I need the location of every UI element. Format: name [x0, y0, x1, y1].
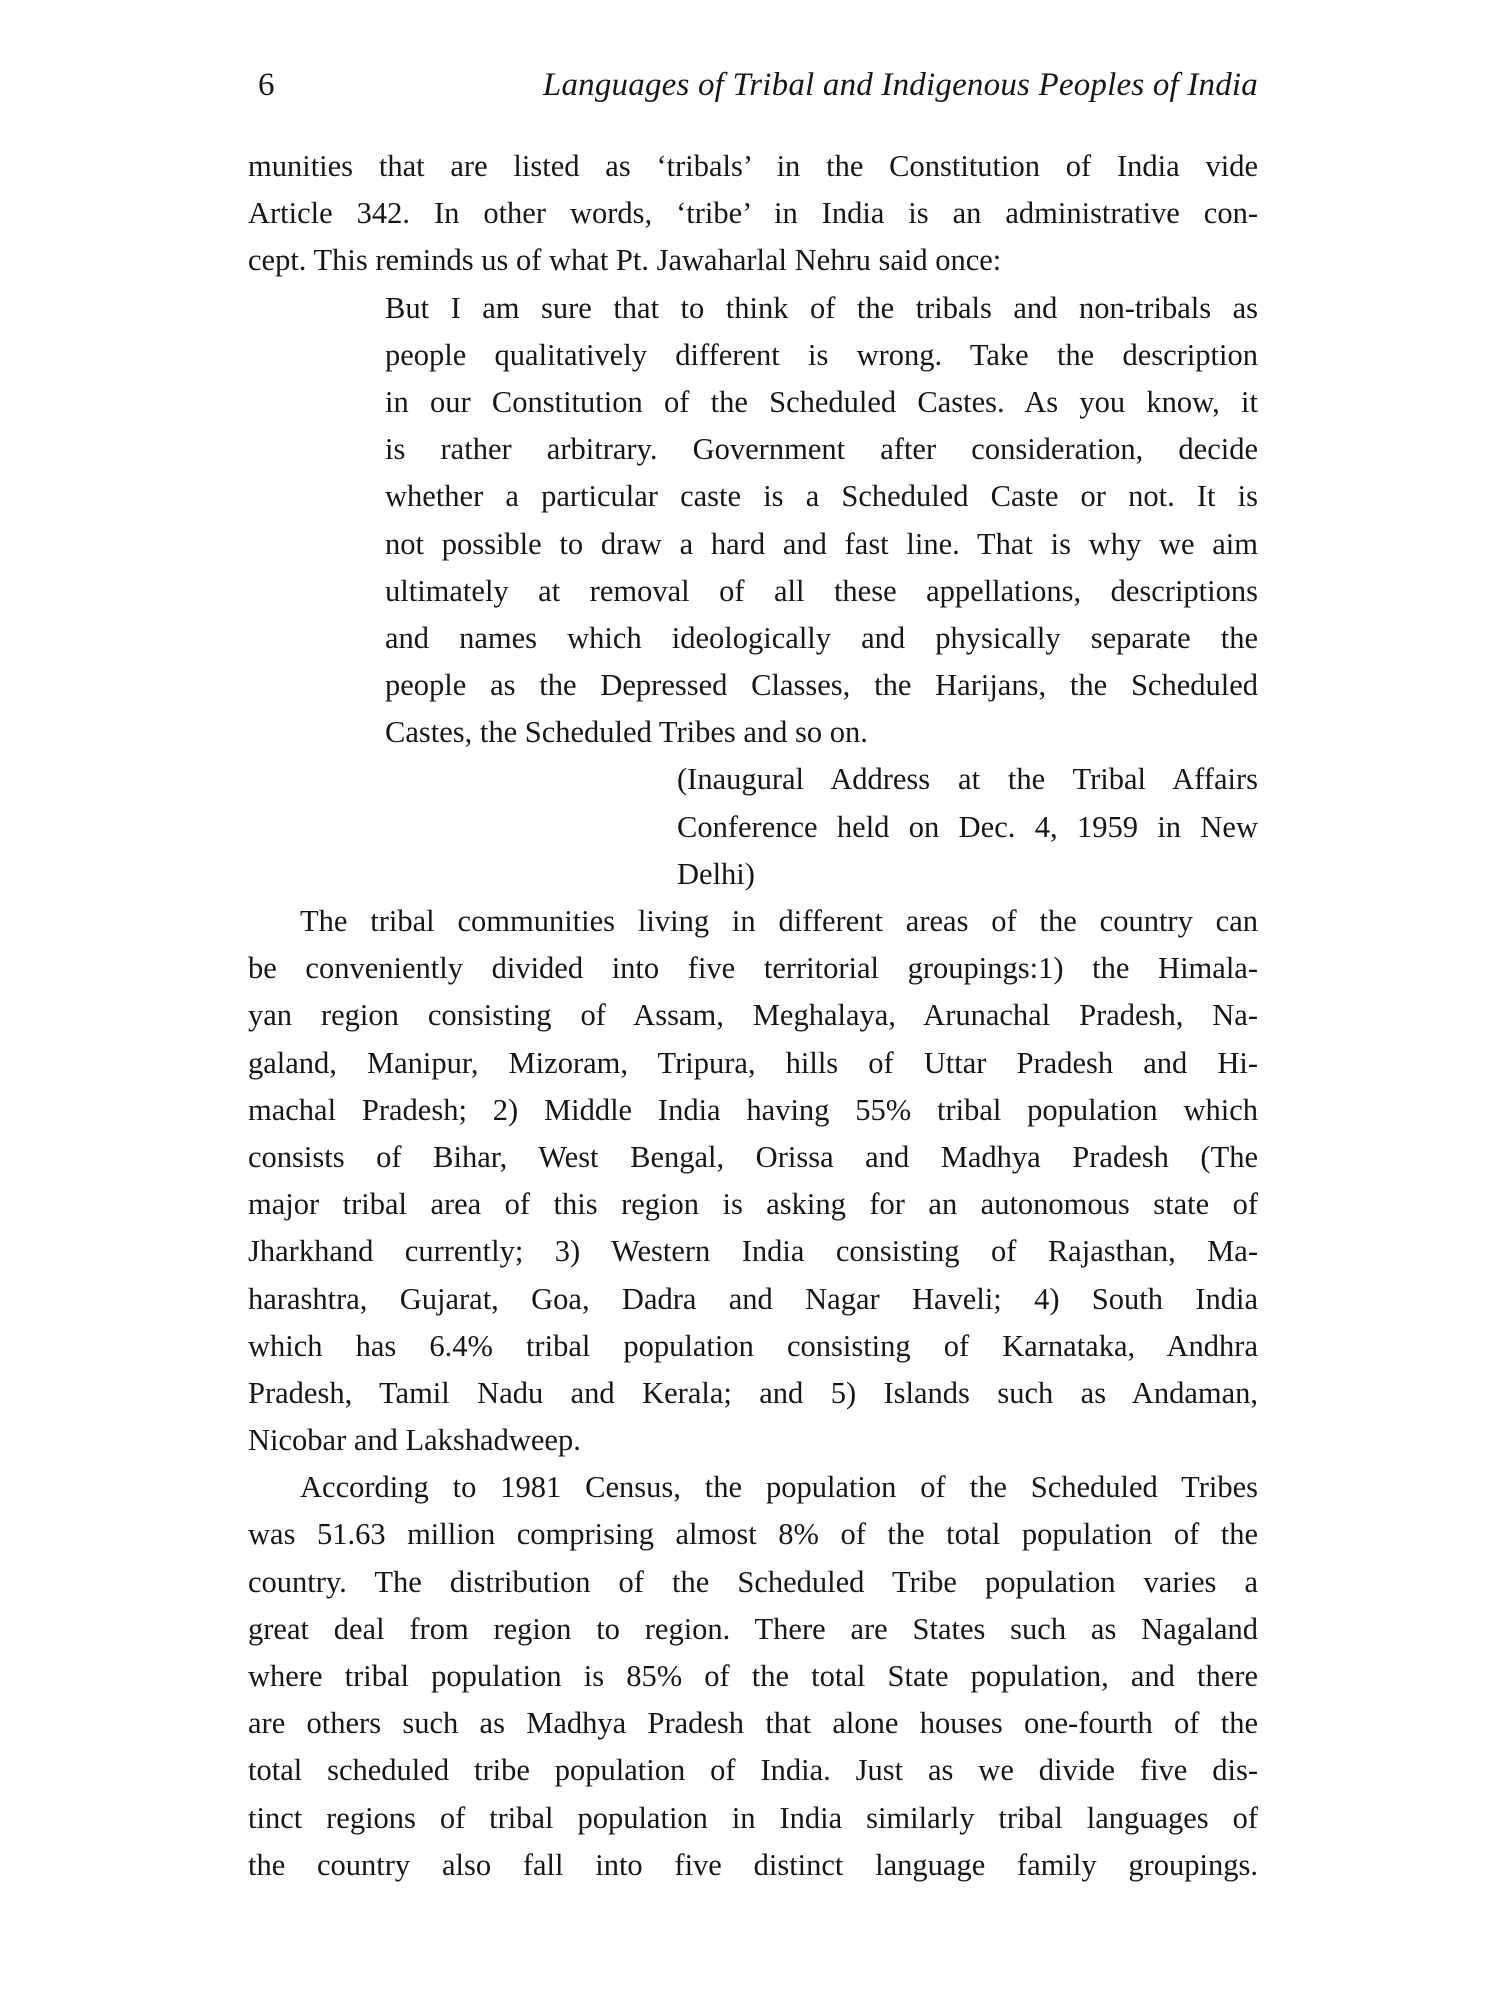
paragraph-census: [248, 1464, 1258, 1889]
page-number: 6: [258, 67, 275, 103]
text-line: The tribal communities living in different areas of the country can: [300, 904, 1258, 938]
quote-line: But I am sure that to think of the tribals and non-tribals as: [385, 290, 1258, 325]
quote-line: ultimately at removal of all these appellations, descriptions: [385, 573, 1258, 608]
running-title: Languages of Tribal and Indigenous Peoples of India: [542, 67, 1258, 103]
text-line: According to 1981 Census, the population of the Scheduled Tribes: [300, 1470, 1258, 1505]
quote-line: and names which ideologically and physically separate the: [385, 620, 1258, 655]
text-line: Jharkhand currently; 3) Western India consisting of Rajasthan, Ma-: [248, 1234, 1258, 1269]
text-line: galand, Manipur, Mizoram, Tripura, hills of Uttar Pradesh and Hi-: [248, 1045, 1258, 1080]
text-line: which has 6.4% tribal population consisting of Karnataka, Andhra: [248, 1328, 1258, 1363]
text-line: major tribal area of this region is asking for an autonomous state of: [248, 1187, 1258, 1222]
body-text: [248, 143, 1258, 1889]
quote-line: people as the Depressed Classes, the Harijans, the Scheduled: [385, 668, 1258, 703]
quote-citation: [677, 756, 1258, 898]
quote-line: whether a particular caste is a Scheduled Caste or not. It is: [385, 479, 1258, 514]
quote-line: is rather arbitrary. Government after consideration, decide: [385, 432, 1258, 467]
text-line: Nicobar and Lakshadweep.: [248, 1423, 581, 1458]
quote-line: not possible to draw a hard and fast line. That is why we aim: [385, 526, 1258, 561]
text-line: Article 342. In other words, ‘tribe’ in India is an administrative con-: [248, 196, 1258, 231]
text-line: where tribal population is 85% of the total State population, and there: [248, 1659, 1258, 1693]
text-line: total scheduled tribe population of India. Just as we divide five dis-: [248, 1753, 1258, 1788]
text-line: country. The distribution of the Scheduled Tribe population varies a: [248, 1564, 1258, 1599]
paragraph-regions: [248, 898, 1258, 1464]
citation-line: Delhi): [677, 856, 755, 891]
text-line: great deal from region to region. There are States such as Nagaland: [248, 1611, 1258, 1646]
text-line: munities that are listed as ‘tribals’ in the Constitution of India vide: [248, 149, 1258, 183]
running-head: [258, 60, 1258, 110]
text-line: be conveniently divided into five territorial groupings:1) the Himala-: [248, 951, 1258, 986]
citation-line: Conference held on Dec. 4, 1959 in New: [677, 809, 1258, 844]
citation-line: (Inaugural Address at the Tribal Affairs: [677, 762, 1258, 797]
text-line: yan region consisting of Assam, Meghalaya, Arunachal Pradesh, Na-: [248, 998, 1258, 1033]
text-line: was 51.63 million comprising almost 8% of the total population of the: [248, 1517, 1258, 1552]
quote-line: in our Constitution of the Scheduled Castes. As you know, it: [385, 384, 1258, 419]
text-line: consists of Bihar, West Bengal, Orissa and Madhya Pradesh (The: [248, 1139, 1258, 1174]
text-line: machal Pradesh; 2) Middle India having 55% tribal population which: [248, 1092, 1258, 1127]
text-line: the country also fall into five distinct language family groupings.: [248, 1847, 1258, 1882]
text-line: are others such as Madhya Pradesh that alone houses one-fourth of the: [248, 1706, 1258, 1741]
text-line: Pradesh, Tamil Nadu and Kerala; and 5) Islands such as Andaman,: [248, 1375, 1258, 1410]
paragraph-intro: [248, 143, 1258, 285]
quote-line: Castes, the Scheduled Tribes and so on.: [385, 715, 868, 750]
text-line: cept. This reminds us of what Pt. Jawaharlal Nehru said once:: [248, 243, 1002, 278]
text-line: harashtra, Gujarat, Goa, Dadra and Nagar Haveli; 4) South India: [248, 1281, 1258, 1316]
nehru-quote: [385, 285, 1258, 757]
text-line: tinct regions of tribal population in India similarly tribal languages of: [248, 1800, 1258, 1835]
quote-line: people qualitatively different is wrong. Take the description: [385, 337, 1258, 372]
